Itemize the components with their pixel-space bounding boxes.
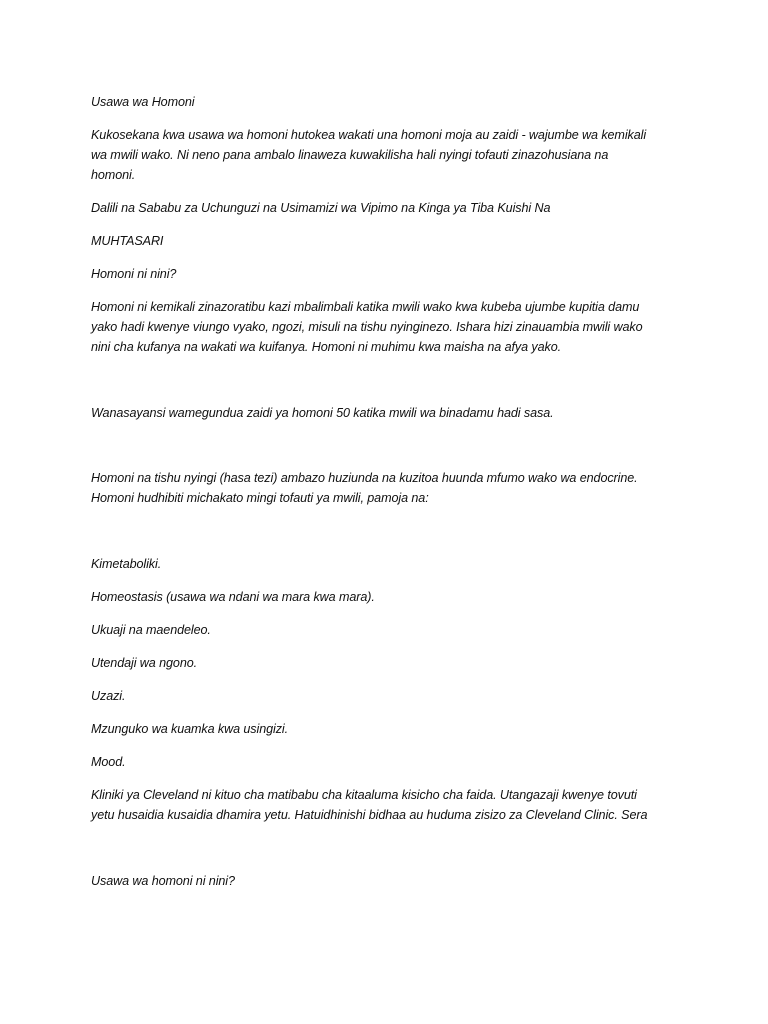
list-item: Mood. [91, 755, 126, 769]
list-item: Mzunguko wa kuamka kwa usingizi. [91, 722, 288, 736]
list-item: Utendaji wa ngono. [91, 656, 198, 670]
section-heading: Usawa wa homoni ni nini? [91, 874, 235, 888]
paragraph-line: Homoni ni kemikali zinazoratibu kazi mbalimbali katika mwili wako kwa kubeba ujumbe kupitia damu [91, 300, 640, 314]
paragraph-line: Homoni na tishu nyingi (hasa tezi) ambazo huziunda na kuzitoa huunda mfumo wako wa endocrine. [91, 471, 638, 485]
section-heading: Homoni ni nini? [91, 267, 177, 281]
section-nav-line: Dalili na Sababu za Uchunguzi na Usimamizi wa Vipimo na Kinga ya Tiba Kuishi Na [91, 201, 551, 215]
paragraph-line: Homoni hudhibiti michakato mingi tofauti ya mwili, pamoja na: [91, 491, 429, 505]
paragraph-line: homoni. [91, 168, 136, 182]
paragraph-line: Kliniki ya Cleveland ni kituo cha matibabu cha kitaaluma kisicho cha faida. Utangazaji kwenye tovuti [91, 788, 637, 802]
paragraph-line: wa mwili wako. Ni neno pana ambalo linaweza kuwakilisha hali nyingi tofauti zinazohusiana na [91, 148, 609, 162]
paragraph-line: yako hadi kwenye viungo vyako, ngozi, misuli na tishu nyinginezo. Ishara hizi zinauambia mwili wako [91, 320, 643, 334]
section-heading: MUHTASARI [91, 234, 164, 248]
list-item: Ukuaji na maendeleo. [91, 623, 211, 637]
list-item: Kimetaboliki. [91, 557, 162, 571]
list-item: Uzazi. [91, 689, 126, 703]
paragraph-line: Wanasayansi wamegundua zaidi ya homoni 50 katika mwili wa binadamu hadi sasa. [91, 406, 554, 420]
doc-title: Usawa wa Homoni [91, 95, 195, 109]
paragraph-line: nini cha kufanya na wakati wa kuifanya. Homoni ni muhimu kwa maisha na afya yako. [91, 340, 562, 354]
paragraph-line: yetu husaidia kusaidia dhamira yetu. Hatuidhinishi bidhaa au huduma zisizo za Cleveland Clinic. Sera [91, 808, 648, 822]
list-item: Homeostasis (usawa wa ndani wa mara kwa mara). [91, 590, 375, 604]
paragraph-line: Kukosekana kwa usawa wa homoni hutokea wakati una homoni moja au zaidi - wajumbe wa kemikali [91, 128, 647, 142]
